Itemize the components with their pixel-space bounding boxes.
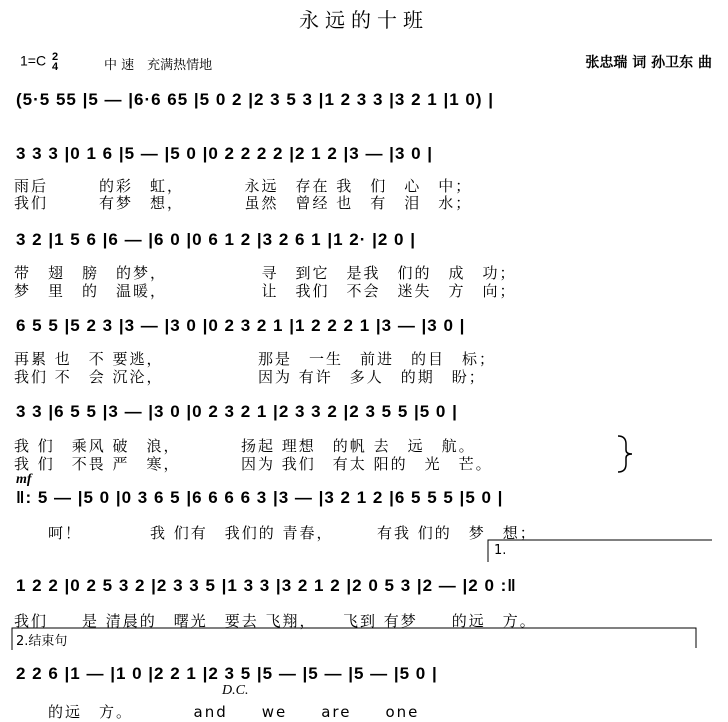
volta-1-bracket (488, 540, 712, 562)
dynamic-mf: mf (16, 472, 32, 487)
row-2-notes: 3 2 |1 5 6 |6 — |6 0 |0 6 1 2 |3 2 6 1 |1 2· |2 0 | (16, 230, 416, 249)
song-title: 永远的十班 (299, 10, 429, 32)
row-3-notes: 6 5 5 |5 2 3 |3 — |3 0 |0 2 3 2 1 |1 2 2 2 1 |3 — |3 0 | (16, 316, 466, 335)
row-1-lyrics-verse-1: 雨后 的彩 虹， 永远 存在 我 们 心 中； (14, 177, 473, 195)
row-3-lyrics-verse-2: 我们 不 会 沉沦， 因为 有许 多人 的期 盼； (14, 368, 486, 386)
row-2-lyrics-verse-2: 梦 里 的 温暖， 让 我们 不会 迷失 方 向； (14, 282, 517, 300)
key-label: 1=C (20, 52, 47, 69)
row-7-lyrics: 的远 方。 and we are one (48, 703, 420, 721)
volta-2-label: 2.结束句 (16, 634, 68, 649)
row-5-notes: ‖: 5 — |5 0 |0 3 6 5 |6 6 6 6 3 |3 — |3 2 1 2 |6 5 5 5 |5 0 | (16, 488, 504, 507)
row-2-lyrics-verse-1: 带 翅 膀 的梦， 寻 到它 是我 们的 成 功； (14, 264, 517, 282)
row-5-lyrics: 呵！ 我 们有 我们的 青春， 有我 们的 梦 想； (14, 524, 537, 542)
tempo-marking: 中 速 充满热情地 (104, 58, 213, 73)
row-1-lyrics-verse-2: 我们 有梦 想， 虽然 曾经 也 有 泪 水； (14, 194, 473, 212)
row-4-notes: 3 3 |6 5 5 |3 — |3 0 |0 2 3 2 1 |2 3 3 2 |2 3 5 5 |5 0 | (16, 402, 458, 421)
time-signature-top: 2 (51, 51, 59, 63)
row-3-lyrics-verse-1: 再累 也 不 要逃， 那是 一生 前进 的目 标； (14, 350, 497, 368)
row-4-lyrics-verse-1: 我 们 乘风 破 浪， 扬起 理想 的帆 去 远 航。 (14, 437, 476, 455)
credits: 张忠瑞 词 孙卫东 曲 (585, 55, 712, 71)
row-4-lyrics-verse-2: 我 们 不畏 严 寒， 因为 我们 有太 阳的 光 芒。 (14, 455, 493, 473)
dc-marking: D.C. (222, 683, 249, 698)
row-7-notes: 2 2 6 |1 — |1 0 |2 2 1 |2 3 5 |5 — |5 — |5 — |5 0 | (16, 664, 438, 683)
time-signature-bottom: 4 (51, 61, 59, 73)
intro-notation: (5·5 55 |5 — |6·6 65 |5 0 2 |2 3 5 3 |1 2 3 3 |3 2 1 |1 0) | (16, 90, 494, 109)
volta-2-bracket (12, 628, 696, 650)
row-1-notes: 3 3 3 |0 1 6 |5 — |5 0 |0 2 2 2 2 |2 1 2 |3 — |3 0 | (16, 144, 434, 163)
volta-1-label: 1. (494, 543, 507, 558)
row-6-notes: 1 2 2 |0 2 5 3 2 |2 3 3 5 |1 3 3 |3 2 1 2 |2 0 5 3 |2 — |2 0 :‖ (16, 576, 517, 595)
lyrics-brace (618, 436, 632, 472)
row-6-lyrics: 我们 是 清晨的 曙光 要去 飞翔， 飞到 有梦 的远 方。 (14, 612, 537, 630)
